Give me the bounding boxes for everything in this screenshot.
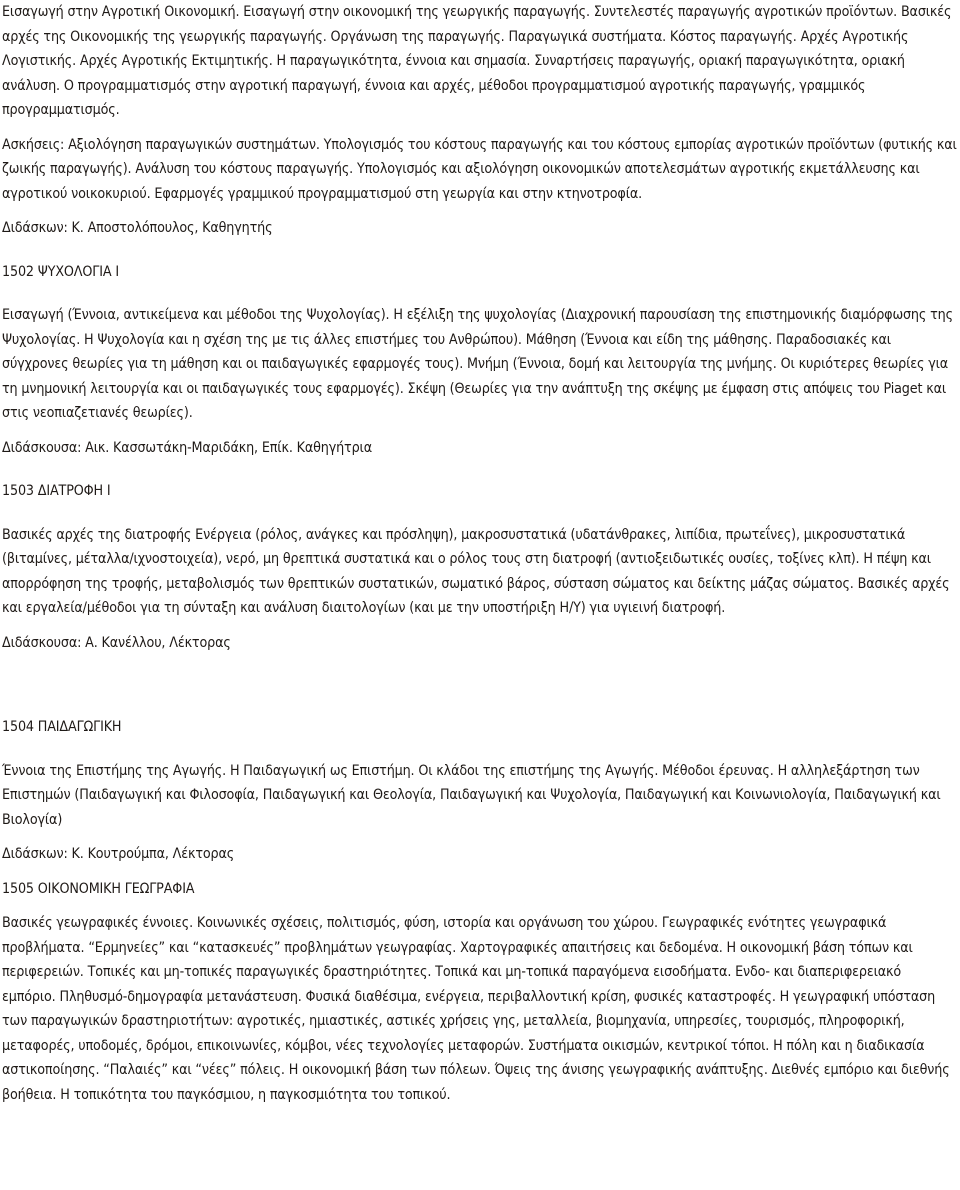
agro-economics-exercises: Ασκήσεις: Αξιολόγηση παραγωγικών συστημάτων. Υπολογισμός του κόστους παραγωγής και του κόστους εμπορίας αγροτικών προϊόντων (φυτικής και ζωικής παραγωγής). Ανάλυση του κόστους παραγωγής. Υπολογισμός και αξιολόγηση οικονομικών αποτελεσμάτων αγροτικής εκμετάλλευσης και αγροτικού νοικοκυριού. Εφαρμογές γραμμικού προγραμματισμού στη γεωργία και στην κτηνοτροφία. <box>2 136 957 202</box>
course-description-1503: Βασικές αρχές της διατροφής Ενέργεια (ρόλος, ανάγκες και πρόσληψη), μακροσυστατικά (υδατάνθρακες, λιπίδια, πρωτεΐνες), μικροσυστατικά (βιταμίνες, μέταλλα/ιχνοστοιχεία), νερό, μη θρεπτικά συστατικά και ο ρόλος τους στη διατροφή (αντιοξειδωτικές ουσίες, τοξίνες κλπ). Η πέψη και απορρόφηση της τροφής, μεταβολισμός των θρεπτικών συστατικών, σωματικό βάρος, σύσταση σώματος και δείκτης μάζας σώματος. Βασικές αρχές και εργαλεία/μέθοδοι για τη σύνταξη και ανάλυση διαιτολογίων (και με την υποστήριξη Η/Υ) για υγιεινή διατροφή. <box>2 526 950 616</box>
course-title-1502: 1502 ΨΥΧΟΛΟΓΙΑ Ι <box>2 263 119 280</box>
course-description-1502: Εισαγωγή (Έννοια, αντικείμενα και μέθοδοι της Ψυχολογίας). Η εξέλιξη της ψυχολογίας (Διαχρονική παρουσίαση της επιστημονικής διαμόρφωσης της Ψυχολογίας. Η Ψυχολογία και η σχέση της με τις άλλες επιστήμες του Ανθρώπου). Μάθηση (Έννοια και είδη της μάθησης. Παραδοσιακές και σύγχρονες θεωρίες για τη μάθηση και οι παιδαγωγικές εφαρμογές τους). Μνήμη (Έννοια, δομή και λειτουργία της μνήμης. Οι κυριότερες θεωρίες για τη μνημονική λειτουργία και οι παιδαγωγικές τους εφαρμογές). Σκέψη (Θεωρίες για την ανάπτυξη της σκέψης με έμφαση στις απόψεις του Piaget και στις νεοπιαζετιανές θεωρίες). <box>2 307 953 421</box>
course-title-1505: 1505 ΟΙΚΟΝΟΜΙΚΗ ΓΕΩΓΡΑΦΙΑ <box>2 880 195 897</box>
course-description-1504: Έννοια της Επιστήμης της Αγωγής. Η Παιδαγωγική ως Επιστήμη. Οι κλάδοι της επιστήμης της Αγωγής. Μέθοδοι έρευνας. Η αλληλεξάρτηση των Επιστημών (Παιδαγωγική και Φιλοσοφία, Παιδαγωγική και Θεολογία, Παιδαγωγική και Ψυχολογία, Παιδαγωγική και Κοινωνιολογία, Παιδαγωγική και Βιολογία) <box>2 762 941 828</box>
agro-economics-description: Εισαγωγή στην Αγροτική Οικονομική. Εισαγωγή στην οικονομική της γεωργικής παραγωγής. Συντελεστές παραγωγής αγροτικών προϊόντων. Βασικές αρχές της Οικονομικής της γεωργικής παραγωγής. Οργάνωση της παραγωγής. Παραγωγικά συστήματα. Κόστος παραγωγής. Αρχές Αγροτικής Λογιστικής. Αρχές Αγροτικής Εκτιμητικής. Η παραγωγικότητα, έννοια και σημασία. Συναρτήσεις παραγωγής, οριακή παραγωγικότητα, οριακή ανάλυση. Ο προγραμματισμός στην αγροτική παραγωγή, έννοια και αρχές, μέθοδοι προγραμματισμού αγροτικής παραγωγής, γραμμικός προγραμματισμός. <box>2 4 952 118</box>
course-instructor-1502: Διδάσκουσα: Αικ. Κασσωτάκη-Μαριδάκη, Επίκ. Καθηγήτρια <box>2 439 372 456</box>
course-description-1505: Βασικές γεωγραφικές έννοιες. Κοινωνικές σχέσεις, πολιτισμός, φύση, ιστορία και οργάνωση του χώρου. Γεωγραφικές ενότητες γεωγραφικά προβλήματα. “Ερμηνείες” και “κατασκευές” προβλημάτων γεωγραφίας. Χαρτογραφικές απαιτήσεις και δεδομένα. Η οικονομική βάση τόπων και περιφερειών. Τοπικές και μη-τοπικές παραγωγικές δραστηριότητες. Τοπικά και μη-τοπικά παραγόμενα εισοδήματα. Ενδο- και διαπεριφερειακό εμπόριο. Πληθυσμό-δημογραφία μετανάστευση. Φυσικά διαθέσιμα, ενέργεια, περιβαλλοντική κρίση, φυσικές καταστροφές. Η γεωγραφική υπόσταση των παραγωγικών δραστηριοτήτων: αγροτικές, ημιαστικές, αστικές χρήσεις γης, μεταλλεία, βιομηχανία, υπηρεσίες, τουρισμός, πληροφορική, μεταφορές, υποδομές, δρόμοι, επικοινωνίες, κόμβοι, νέες τεχνολογίες μεταφορών. Συστήματα οικισμών, κεντρικοί τόποι. Η πόλη και η διαδικασία αστικοποίησης. “Παλαιές” και “νέες” πόλεις. Η οικονομική βάση των πόλεων. Όψεις της άνισης γεωγραφικής ανάπτυξης. Διεθνές εμπόριο και διεθνής βοήθεια. Η τοπικότητα του παγκόσμιου, η παγκοσμιότητα του τοπικού. <box>2 915 950 1103</box>
course-instructor-1504: Διδάσκων: Κ. Κουτρούμπα, Λέκτορας <box>2 846 235 862</box>
agro-economics-instructor: Διδάσκων: Κ. Αποστολόπουλος, Καθηγητής <box>2 220 273 236</box>
course-instructor-1503: Διδάσκουσα: Α. Κανέλλου, Λέκτορας <box>2 634 231 651</box>
course-title-1504: 1504 ΠΑΙΔΑΓΩΓΙΚΗ <box>2 719 122 735</box>
course-title-1503: 1503 ΔΙΑΤΡΟΦΗ Ι <box>2 483 111 499</box>
